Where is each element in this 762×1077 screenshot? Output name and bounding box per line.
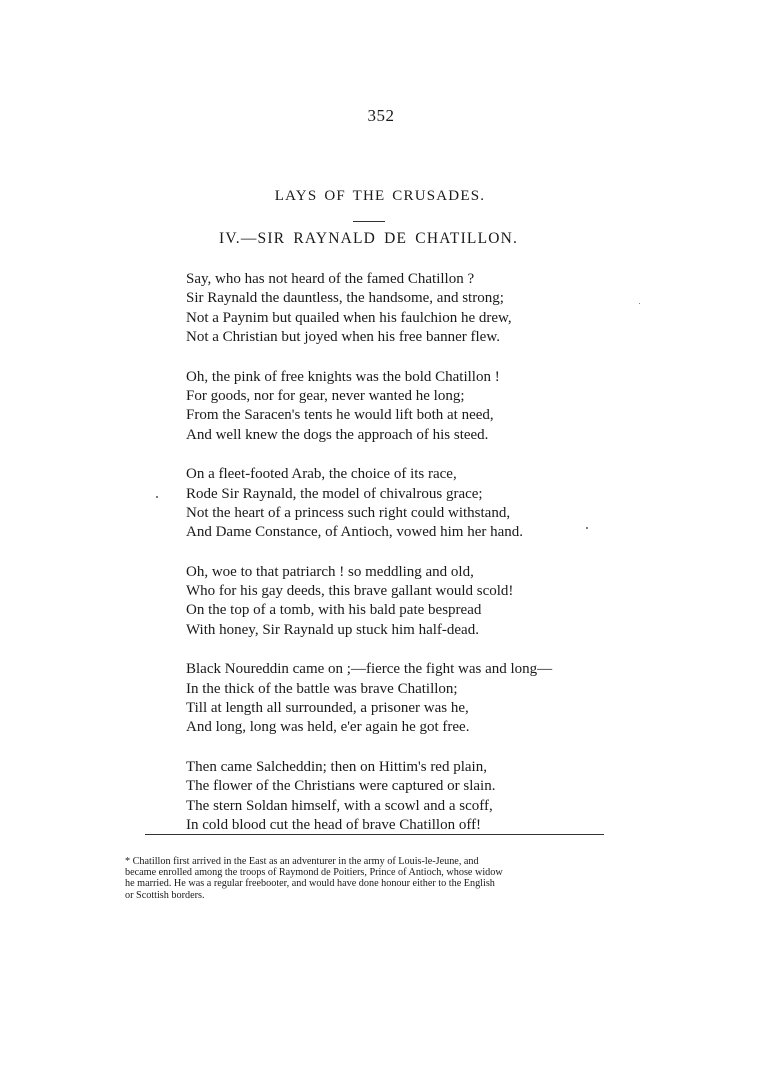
poem-line: The flower of the Christians were captured or slain. [186,778,496,795]
poem-line: Say, who has not heard of the famed Chatillon ? [186,271,475,287]
poem [186,270,626,855]
poem-line: Not a Christian but joyed when his free banner flew. [186,329,500,346]
poem-line: On the top of a tomb, with his bald pate bespread [186,602,482,619]
footnote-line: he married. He was a regular freebooter, and would have done honour either to the English [125,878,495,890]
poem-line: Rode Sir Raynald, the model of chivalrous grace; [186,485,483,502]
poem-line: And well knew the dogs the approach of his steed. [186,426,489,443]
poem-line: On a fleet-footed Arab, the choice of its race, [186,466,457,483]
poem-line: From the Saracen's tents he would lift both at need, [186,407,494,424]
footnote-line: became enrolled among the troops of Raymond de Poitiers, Prince of Antioch, whose widow [125,867,503,879]
poem-line: And long, long was held, e'er again he got free. [186,719,470,736]
footnote [125,856,605,901]
poem-line: And Dame Constance, of Antioch, vowed him her hand. [186,524,524,541]
poem-line: For goods, nor for gear, never wanted he long; [186,387,465,404]
poem-line: Till at length all surrounded, a prisoner was he, [186,700,469,717]
page-title: LAYS OF THE CRUSADES. [274,188,486,204]
poem-line: The stern Soldan himself, with a scowl and a scoff, [186,797,493,814]
poem-line: Not the heart of a princess such right could withstand, [186,504,511,521]
poem-line: Oh, the pink of free knights was the bold Chatillon ! [186,368,500,385]
poem-line: Then came Salcheddin; then on Hittim's red plain, [186,758,487,775]
poem-line: Oh, woe to that patriarch ! so meddling and old, [186,563,474,580]
stanza [186,270,626,348]
poem-line: In the thick of the battle was brave Chatillon; [186,680,458,697]
stanza [186,660,626,738]
page-number: 352 [367,106,395,125]
stanza [186,368,626,446]
footnote-divider [145,834,604,835]
footnote-line: * Chatillon first arrived in the East as an adventurer in the army of Louis-le-Jeune, and [125,856,479,867]
stanza [186,758,626,836]
ink-speck [586,527,588,529]
poem-line: Black Noureddin came on ;—fierce the fight was and long— [186,661,553,678]
stanza [186,465,626,543]
ink-speck [156,496,158,498]
title-divider [353,221,385,222]
poem-line: Who for his gay deeds, this brave gallant would scold! [186,583,514,600]
ink-speck [639,303,640,304]
poem-line: Not a Paynim but quailed when his faulchion he drew, [186,309,512,326]
poem-line: Sir Raynald the dauntless, the handsome, and strong; [186,290,504,307]
poem-line: In cold blood cut the head of brave Chatillon off! [186,816,482,833]
footnote-line: or Scottish borders. [125,889,205,901]
poem-subtitle: IV.—SIR RAYNALD DE CHATILLON. [219,230,519,247]
stanza [186,563,626,641]
poem-line: With honey, Sir Raynald up stuck him half-dead. [186,621,479,638]
